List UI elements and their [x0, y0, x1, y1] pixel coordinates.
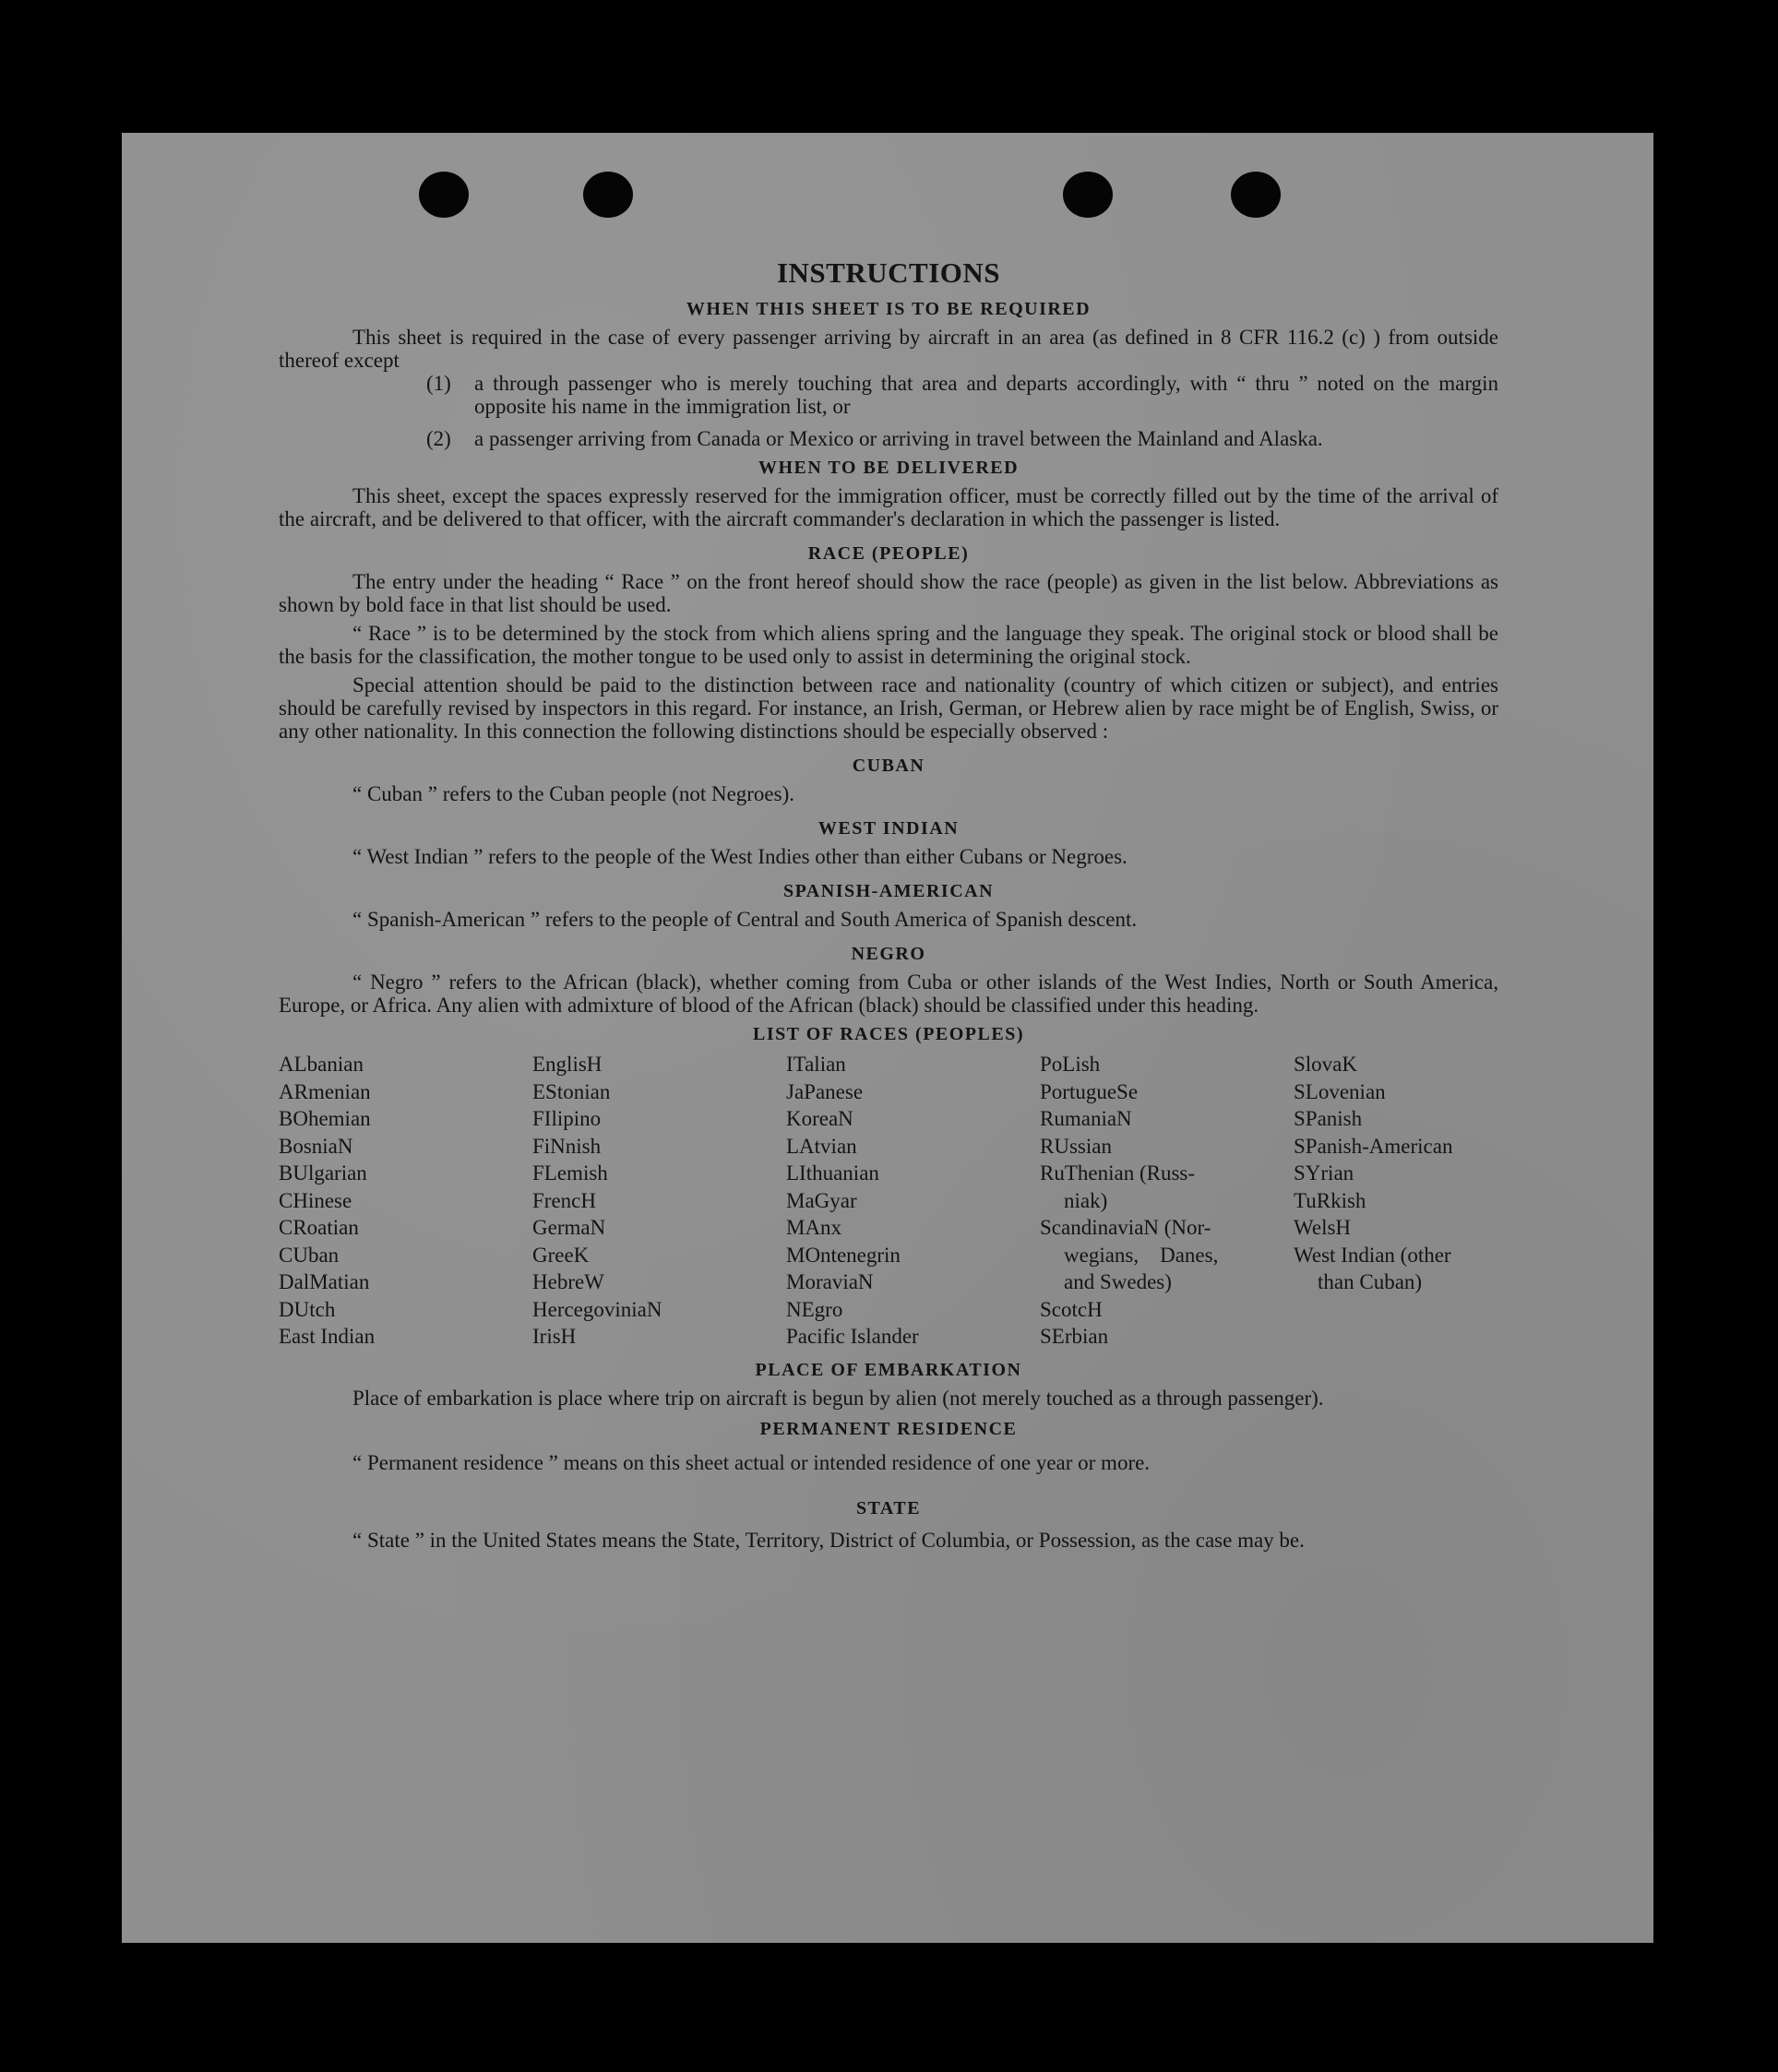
residence-text: “ Permanent residence ” means on this sheet actual or intended residence of one year or more.	[352, 1450, 1151, 1474]
punch-hole	[1063, 172, 1113, 218]
race-entry: MAnx	[786, 1216, 842, 1239]
race-entry: PoLish	[1040, 1053, 1101, 1076]
race-entry: LAtvian	[786, 1134, 857, 1158]
punch-hole	[1231, 172, 1281, 218]
race-entry: FiNnish	[532, 1134, 602, 1158]
race-entry: BosniaN	[279, 1134, 353, 1158]
punch-hole	[419, 172, 469, 218]
race-entry: SLovenian	[1294, 1079, 1386, 1103]
race-entry: EnglisH	[532, 1053, 603, 1076]
race-entry: FIlipino	[532, 1107, 602, 1130]
section-heading-list-of-races: LIST OF RACES (PEOPLES)	[752, 1024, 1024, 1044]
race-entry: KoreaN	[786, 1107, 853, 1130]
section-heading-state: STATE	[855, 1497, 922, 1518]
race-entry: TuRkish	[1294, 1188, 1366, 1212]
race-entry: CRoatian	[279, 1216, 359, 1239]
cuban-text: “ Cuban ” refers to the Cuban people (not Negroes).	[352, 782, 795, 805]
race-entry: SYrian	[1294, 1161, 1354, 1185]
document-sheet	[122, 133, 1653, 1943]
spanish-american-text: “ Spanish-American ” refers to the people of Central and South America of Spanish descent.	[352, 908, 1138, 931]
section-heading-when-required: WHEN THIS SHEET IS TO BE REQUIRED	[686, 299, 1092, 319]
race-entry-continued: and Swedes)	[1064, 1270, 1172, 1293]
race-entry: ARmenian	[279, 1079, 371, 1103]
race-entry: GermaN	[532, 1216, 606, 1239]
race-entry: SlovaK	[1294, 1053, 1357, 1076]
races-column-3	[786, 1051, 1040, 1351]
race-entry: Pacific Islander	[786, 1325, 919, 1348]
race-entry: PortugueSe	[1040, 1079, 1139, 1103]
instructions-content	[279, 256, 1498, 1552]
races-column-1	[279, 1051, 532, 1351]
section-heading-west-indian: WEST INDIAN	[817, 818, 960, 839]
page-title: INSTRUCTIONS	[776, 256, 1000, 289]
race-entry: MOntenegrin	[786, 1243, 901, 1267]
race-entry: HebreW	[532, 1270, 604, 1293]
race-entry: DUtch	[279, 1297, 336, 1321]
race-entry: IrisH	[532, 1325, 577, 1348]
punch-hole	[583, 172, 633, 218]
race-entry: NEgro	[786, 1297, 843, 1321]
race-entry: BUlgarian	[279, 1161, 367, 1185]
exception-item-2	[426, 427, 1498, 450]
race-entry-continued: niak)	[1064, 1188, 1108, 1212]
race-entry: ALbanian	[279, 1053, 364, 1076]
section-heading-spanish-american: SPANISH-AMERICAN	[782, 881, 995, 901]
race-entry: West Indian (other	[1294, 1243, 1451, 1267]
race-entry: SPanish-American	[1294, 1134, 1453, 1158]
race-entry: FLemish	[532, 1161, 608, 1185]
race-entry: HercegoviniaN	[532, 1297, 662, 1321]
race-entry: CHinese	[279, 1188, 352, 1212]
race-entry: WelsH	[1294, 1216, 1352, 1239]
race-entry: SPanish	[1294, 1107, 1363, 1130]
exception-text: a passenger arriving from Canada or Mexico or arriving in travel between the Mainland and Alaska.	[474, 427, 1323, 450]
race-entry: BOhemian	[279, 1107, 371, 1130]
section-heading-residence: PERMANENT RESIDENCE	[759, 1418, 1018, 1439]
race-entry: DalMatian	[279, 1270, 370, 1293]
race-entry-continued: than Cuban)	[1318, 1270, 1423, 1293]
race-paragraph-3: Special attention should be paid to the distinction between race and nationality (country of which citizen or subject), and entries should be carefully revised by inspectors in this regard. For instance, an Irish, German, or Hebrew alien by race might be of English, Swiss, or any other nationality. In this connection the following distinctions should be especially observed :	[279, 673, 1498, 743]
races-list	[279, 1051, 1498, 1351]
race-entry: RuThenian (Russ-	[1040, 1161, 1196, 1185]
exception-text: a through passenger who is merely touching that area and departs accordingly, with “ thru ” noted on the margin opposite his name in the immigration list, or	[474, 372, 1498, 418]
race-entry: ITalian	[786, 1053, 846, 1076]
race-entry: East Indian	[279, 1325, 376, 1348]
section-heading-race: RACE (PEOPLE)	[807, 543, 970, 564]
embarkation-text: Place of embarkation is place where trip on aircraft is begun by alien (not merely touched as a through passenger).	[352, 1386, 1324, 1410]
race-entry: ScotcH	[1040, 1297, 1103, 1321]
state-text: “ State ” in the United States means the State, Territory, District of Columbia, or Possession, as the case may be.	[352, 1528, 1305, 1552]
race-entry: SErbian	[1040, 1325, 1109, 1348]
exception-number: (1)	[426, 372, 451, 395]
when-delivered-text: This sheet, except the spaces expressly reserved for the immigration officer, must be correctly filled out by the time of the arrival of the aircraft, and be delivered to that officer, with the aircraft commander's declaration in which the passenger is listed.	[279, 484, 1498, 530]
race-paragraph-2: “ Race ” is to be determined by the stock from which aliens spring and the language they speak. The original stock or blood shall be the basis for the classification, the mother tongue to be used only to assist in determining the original stock.	[279, 622, 1498, 668]
section-heading-embarkation: PLACE OF EMBARKATION	[755, 1359, 1022, 1380]
west-indian-text: “ West Indian ” refers to the people of the West Indies other than either Cubans or Negroes.	[352, 845, 1128, 868]
races-column-5	[1294, 1051, 1498, 1351]
exception-number: (2)	[426, 427, 451, 450]
section-heading-negro: NEGRO	[851, 944, 926, 964]
race-entry: CUban	[279, 1243, 340, 1267]
race-entry: EStonian	[532, 1079, 611, 1103]
race-entry-continued: wegians, Danes,	[1064, 1243, 1219, 1267]
race-entry: JaPanese	[786, 1079, 864, 1103]
races-column-4	[1040, 1051, 1294, 1351]
race-entry: RUssian	[1040, 1134, 1112, 1158]
race-entry: ScandinaviaN (Nor-	[1040, 1216, 1211, 1239]
section-heading-cuban: CUBAN	[852, 756, 925, 776]
race-paragraph-1: The entry under the heading “ Race ” on the front hereof should show the race (people) as given in the list below. Abbreviations as shown by bold face in that list should be used.	[279, 570, 1498, 616]
race-entry: RumaniaN	[1040, 1107, 1132, 1130]
when-required-intro: This sheet is required in the case of every passenger arriving by aircraft in an area (as defined in 8 CFR 116.2 (c) ) from outside thereof except	[279, 326, 1498, 372]
race-entry: GreeK	[532, 1243, 590, 1267]
section-heading-when-delivered: WHEN TO BE DELIVERED	[758, 458, 1020, 478]
races-column-2	[532, 1051, 786, 1351]
race-entry: FrencH	[532, 1188, 596, 1212]
race-entry: MoraviaN	[786, 1270, 874, 1293]
exception-item-1	[426, 372, 1498, 418]
race-entry: LIthuanian	[786, 1161, 879, 1185]
negro-text: “ Negro ” refers to the African (black), whether coming from Cuba or other islands of the West Indies, North or South America, Europe, or Africa. Any alien with admixture of blood of the African (black) should be classified under this heading.	[279, 971, 1498, 1017]
race-entry: MaGyar	[786, 1188, 857, 1212]
